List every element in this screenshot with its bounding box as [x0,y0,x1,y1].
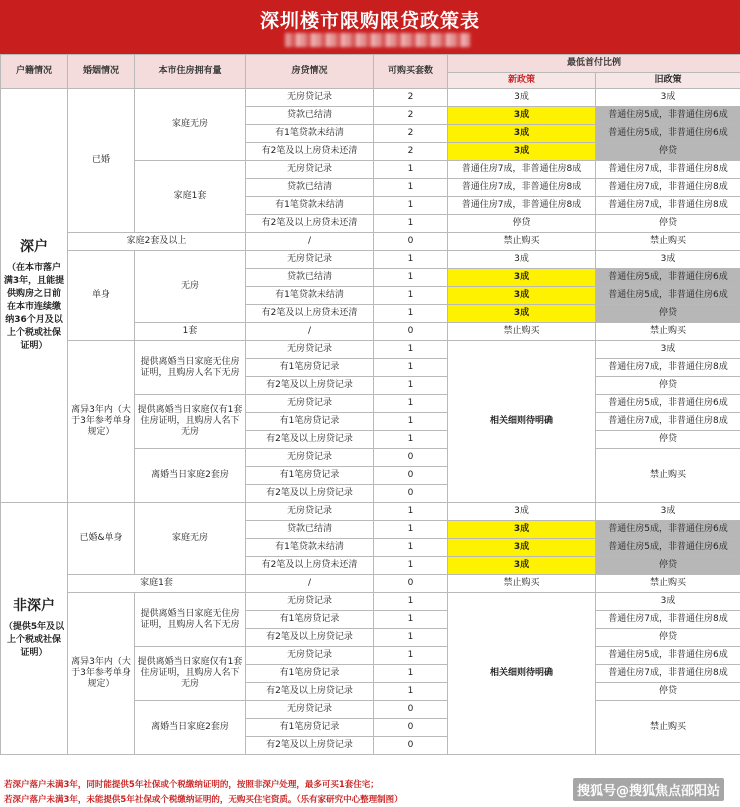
count-cell: 1 [374,359,448,377]
table-row [1,503,740,521]
loan-cell: 有1笔房贷记录 [246,413,374,431]
married-single-label: 已婚&单身 [68,503,135,575]
col-taoshu: 可购买套数 [374,55,448,89]
loan-cell: 有1笔贷款未结清 [246,125,374,143]
old-rate-cell: 3成 [596,341,740,359]
old-rate-cell: 普通住房5成，非普通住房6成 [596,539,740,557]
loan-cell: 有1笔贷款未结清 [246,197,374,215]
pending-cell: 相关细则待明确 [448,341,596,503]
fsz-note: （提供5年及以上个税或社保证明） [3,622,65,658]
count-cell: 1 [374,305,448,323]
loan-cell: 无房贷记录 [246,701,374,719]
old-rate-cell: 普通住房5成，非普通住房6成 [596,647,740,665]
col-daikuan: 房贷情况 [246,55,374,89]
count-cell: 2 [374,107,448,125]
loan-cell: 有2笔及以上房贷记录 [246,629,374,647]
loan-cell: 有2笔及以上房贷记录 [246,377,374,395]
count-cell: 1 [374,539,448,557]
loan-cell: 无房贷记录 [246,449,374,467]
table-row [1,593,740,611]
loan-cell: / [246,575,374,593]
fsz-group-cell [1,503,68,755]
old-rate-cell: 普通住房7成，非普通住房8成 [596,611,740,629]
loan-cell: 贷款已结清 [246,269,374,287]
sz-group-cell [1,89,68,503]
loan-cell: / [246,233,374,251]
count-cell: 1 [374,179,448,197]
count-cell: 1 [374,269,448,287]
new-rate-cell: 3成 [448,503,596,521]
col-new-policy: 新政策 [448,73,596,89]
title-bar [0,0,740,54]
new-rate-cell: 禁止购买 [448,575,596,593]
count-cell: 1 [374,647,448,665]
count-cell: 1 [374,197,448,215]
col-shoufu: 最低首付比例 [448,55,740,73]
div-a-label: 提供离婚当日家庭无住房证明，且购房人名下无房 [135,341,246,395]
count-cell: 1 [374,521,448,539]
new-rate-cell: 3成 [448,557,596,575]
loan-cell: 有2笔及以上房贷未还清 [246,557,374,575]
count-cell: 0 [374,575,448,593]
new-rate-cell: 普通住房7成，非普通住房8成 [448,197,596,215]
count-cell: 0 [374,701,448,719]
loan-cell: 有1笔房贷记录 [246,611,374,629]
loan-cell: 有2笔及以上房贷未还清 [246,215,374,233]
married-label: 已婚 [68,89,135,233]
count-cell: 1 [374,341,448,359]
blurred-subtitle [285,33,470,47]
count-cell: 1 [374,251,448,269]
count-cell: 0 [374,485,448,503]
loan-cell: 贷款已结清 [246,107,374,125]
new-rate-cell: 3成 [448,521,596,539]
table-row [1,251,740,269]
old-rate-cell: 普通住房5成，非普通住房6成 [596,395,740,413]
count-cell: 1 [374,161,448,179]
table-row [1,575,740,593]
header-row [1,55,740,73]
count-cell: 1 [374,395,448,413]
fs-div-a-label: 提供离婚当日家庭无住房证明，且购房人名下无房 [135,593,246,647]
old-rate-cell: 3成 [596,593,740,611]
new-rate-cell: 3成 [448,539,596,557]
loan-cell: 无房贷记录 [246,395,374,413]
old-rate-cell: 禁止购买 [596,575,740,593]
loan-cell: 无房贷记录 [246,251,374,269]
fs-no-house-label: 家庭无房 [135,503,246,575]
div-c-label: 离婚当日家庭2套房 [135,449,246,503]
old-rate-cell: 普通住房7成，非普通住房8成 [596,665,740,683]
count-cell: 0 [374,449,448,467]
new-rate-cell: 停贷 [448,215,596,233]
old-rate-cell: 禁止购买 [596,449,740,503]
old-rate-cell: 3成 [596,503,740,521]
old-rate-cell: 停贷 [596,431,740,449]
fs-one-house-label: 家庭1套 [68,575,246,593]
new-rate-cell: 禁止购买 [448,323,596,341]
fs-div-c-label: 离婚当日家庭2套房 [135,701,246,755]
new-rate-cell: 3成 [448,251,596,269]
count-cell: 1 [374,413,448,431]
loan-cell: 无房贷记录 [246,593,374,611]
count-cell: 1 [374,629,448,647]
old-rate-cell: 停贷 [596,683,740,701]
footer-note-2: 若深户落户未满3年，未能提供5年社保或个税缴纳证明的，无购买住宅资质。（乐有家研究中心整理制图） [4,795,403,805]
old-rate-cell: 停贷 [596,557,740,575]
loan-cell: 无房贷记录 [246,341,374,359]
count-cell: 0 [374,719,448,737]
new-rate-cell: 3成 [448,89,596,107]
col-huji: 户籍情况 [1,55,68,89]
old-rate-cell: 普通住房5成，非普通住房6成 [596,287,740,305]
one-label: 1套 [135,323,246,341]
new-rate-cell: 3成 [448,287,596,305]
count-cell: 1 [374,593,448,611]
loan-cell: 有2笔及以上房贷未还清 [246,143,374,161]
loan-cell: 有1笔房贷记录 [246,719,374,737]
count-cell: 1 [374,377,448,395]
policy-table [0,54,740,755]
loan-cell: 有1笔房贷记录 [246,467,374,485]
new-rate-cell: 3成 [448,143,596,161]
count-cell: 1 [374,215,448,233]
loan-cell: 有1笔房贷记录 [246,665,374,683]
old-rate-cell: 停贷 [596,377,740,395]
loan-cell: 贷款已结清 [246,179,374,197]
loan-cell: 有1笔贷款未结清 [246,287,374,305]
count-cell: 1 [374,611,448,629]
sz-note: （在本市落户满3年，且能提供购房之日前在本市连续缴纳36个月及以上个税或社保证明） [3,263,65,351]
col-hunyin: 婚姻情况 [68,55,135,89]
footer-note-1: 若深户落户未满3年，同时能提供5年社保或个税缴纳证明的，按照非深户处理，最多可买1套住宅； [4,780,379,790]
new-rate-cell: 3成 [448,269,596,287]
old-rate-cell: 普通住房7成，非普通住房8成 [596,359,740,377]
loan-cell: 有2笔及以上房贷记录 [246,737,374,755]
loan-cell: 有2笔及以上房贷记录 [246,683,374,701]
count-cell: 0 [374,323,448,341]
old-rate-cell: 普通住房7成，非普通住房8成 [596,197,740,215]
count-cell: 0 [374,467,448,485]
count-cell: 1 [374,503,448,521]
old-rate-cell: 普通住房5成，非普通住房6成 [596,269,740,287]
old-rate-cell: 停贷 [596,305,740,323]
watermark: 搜狐号@搜狐焦点邵阳站 [573,778,724,801]
old-rate-cell: 3成 [596,89,740,107]
fsz-label: 非深户 [13,598,55,614]
old-rate-cell: 普通住房7成，非普通住房8成 [596,413,740,431]
count-cell: 2 [374,89,448,107]
old-rate-cell: 停贷 [596,629,740,647]
fs-div-b-label: 提供离婚当日家庭仅有1套住房证明，且购房人名下无房 [135,647,246,701]
two-plus-label: 家庭2套及以上 [68,233,246,251]
col-yongyou: 本市住房拥有量 [135,55,246,89]
divorce-label: 离异3年内（大于3年参考单身规定） [68,341,135,503]
count-cell: 1 [374,431,448,449]
div-b-label: 提供离婚当日家庭仅有1套住房证明，且购房人名下无房 [135,395,246,449]
old-rate-cell: 普通住房7成，非普通住房8成 [596,179,740,197]
fs-divorce-label: 离异3年内（大于3年参考单身规定） [68,593,135,755]
old-rate-cell: 停贷 [596,215,740,233]
loan-cell: 有2笔及以上房贷记录 [246,485,374,503]
table-row [1,341,740,359]
count-cell: 0 [374,737,448,755]
count-cell: 1 [374,665,448,683]
col-old-policy: 旧政策 [596,73,740,89]
loan-cell: 无房贷记录 [246,503,374,521]
loan-cell: 无房贷记录 [246,647,374,665]
no-house-label: 家庭无房 [135,89,246,161]
loan-cell: 无房贷记录 [246,89,374,107]
single-label: 单身 [68,251,135,341]
loan-cell: 有2笔及以上房贷未还清 [246,305,374,323]
new-rate-cell: 3成 [448,305,596,323]
count-cell: 2 [374,125,448,143]
table-row [1,233,740,251]
new-rate-cell: 普通住房7成，非普通住房8成 [448,161,596,179]
loan-cell: 贷款已结清 [246,521,374,539]
old-rate-cell: 普通住房5成，非普通住房6成 [596,125,740,143]
none-label: 无房 [135,251,246,323]
old-rate-cell: 普通住房5成，非普通住房6成 [596,107,740,125]
count-cell: 1 [374,683,448,701]
count-cell: 2 [374,143,448,161]
old-rate-cell: 禁止购买 [596,233,740,251]
old-rate-cell: 禁止购买 [596,701,740,755]
new-rate-cell: 禁止购买 [448,233,596,251]
loan-cell: 无房贷记录 [246,161,374,179]
count-cell: 0 [374,233,448,251]
new-rate-cell: 3成 [448,107,596,125]
fs-pending-cell: 相关细则待明确 [448,593,596,755]
new-rate-cell: 3成 [448,125,596,143]
page-title: 深圳楼市限购限贷政策表 [259,10,480,32]
new-rate-cell: 普通住房7成，非普通住房8成 [448,179,596,197]
count-cell: 1 [374,287,448,305]
old-rate-cell: 普通住房5成，非普通住房6成 [596,521,740,539]
loan-cell: 有1笔贷款未结清 [246,539,374,557]
count-cell: 1 [374,557,448,575]
table-row [1,89,740,107]
sz-label: 深户 [20,239,48,255]
loan-cell: 有2笔及以上房贷记录 [246,431,374,449]
one-house-label: 家庭1套 [135,161,246,233]
old-rate-cell: 禁止购买 [596,323,740,341]
old-rate-cell: 3成 [596,251,740,269]
loan-cell: 有1笔房贷记录 [246,359,374,377]
old-rate-cell: 停贷 [596,143,740,161]
loan-cell: / [246,323,374,341]
old-rate-cell: 普通住房7成，非普通住房8成 [596,161,740,179]
